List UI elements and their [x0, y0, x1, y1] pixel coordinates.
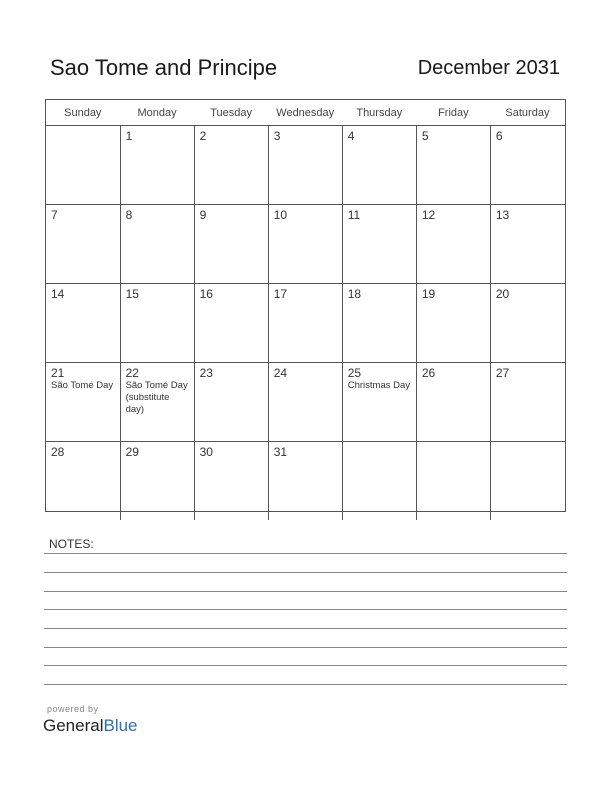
note-line — [44, 684, 567, 685]
day-number: 6 — [495, 129, 503, 143]
day-number: 19 — [421, 287, 436, 301]
calendar-day-cell[interactable] — [46, 205, 120, 284]
weekday-header: Monday — [120, 100, 194, 126]
calendar-day-cell[interactable] — [268, 284, 342, 363]
day-number: 24 — [273, 366, 288, 380]
calendar-day-cell[interactable] — [46, 284, 120, 363]
day-number: 28 — [51, 445, 65, 459]
day-number: 2 — [199, 129, 207, 143]
calendar-day-cell[interactable] — [342, 126, 416, 205]
calendar-day-cell[interactable] — [268, 442, 342, 521]
day-number: 11 — [347, 208, 361, 222]
weekday-header-row — [46, 100, 565, 126]
calendar-day-cell[interactable] — [120, 442, 194, 521]
day-number: 31 — [273, 445, 288, 459]
calendar-day-cell[interactable] — [490, 363, 564, 442]
calendar-day-cell[interactable] — [268, 205, 342, 284]
day-number: 12 — [421, 208, 436, 222]
calendar-grid — [45, 99, 566, 512]
day-number: 22 — [125, 366, 139, 380]
day-number: 10 — [273, 208, 288, 222]
generalblue-logo[interactable] — [43, 716, 138, 736]
note-line — [44, 628, 567, 629]
calendar-day-cell[interactable] — [490, 205, 564, 284]
day-number: 30 — [199, 445, 213, 459]
day-number: 16 — [199, 287, 213, 301]
weekday-header: Saturday — [490, 100, 564, 126]
day-number: 14 — [51, 287, 65, 301]
calendar-day-cell[interactable] — [120, 284, 194, 363]
day-number: 1 — [125, 129, 133, 143]
calendar-day-cell[interactable] — [46, 363, 120, 442]
note-line — [44, 647, 567, 648]
note-line — [44, 553, 567, 554]
calendar-day-cell[interactable] — [46, 126, 120, 205]
day-number: 5 — [421, 129, 429, 143]
day-number: 27 — [495, 366, 510, 380]
holiday-label: São Tomé Day (substitute day) — [125, 380, 188, 415]
calendar-day-cell[interactable] — [416, 284, 490, 363]
note-line — [44, 572, 567, 573]
notes-label: NOTES: — [49, 537, 94, 551]
calendar-week-row — [46, 126, 565, 205]
day-number: 3 — [273, 129, 281, 143]
calendar-week-row — [46, 363, 565, 442]
calendar-day-cell[interactable] — [120, 205, 194, 284]
calendar-day-cell[interactable] — [342, 363, 416, 442]
day-number: 13 — [495, 208, 510, 222]
calendar-week-row — [46, 442, 565, 521]
calendar-country-title: Sao Tome and Principe — [50, 55, 278, 80]
calendar-day-cell[interactable] — [490, 442, 564, 521]
day-number: 26 — [421, 366, 436, 380]
calendar-day-cell[interactable] — [194, 126, 268, 205]
weekday-header: Sunday — [46, 100, 120, 126]
brand-general-text: General — [43, 716, 104, 735]
day-number: 9 — [199, 208, 207, 222]
note-line — [44, 609, 567, 610]
calendar-day-cell[interactable] — [416, 442, 490, 521]
note-line — [44, 591, 567, 592]
day-number: 21 — [51, 366, 65, 380]
holiday-label: São Tomé Day — [51, 380, 114, 391]
calendar-day-cell[interactable] — [268, 126, 342, 205]
brand-blue-text: Blue — [103, 716, 138, 735]
day-number: 8 — [125, 208, 133, 222]
weekday-header: Friday — [416, 100, 490, 126]
weekday-header: Thursday — [342, 100, 416, 126]
calendar-day-cell[interactable] — [120, 363, 194, 442]
calendar-day-cell[interactable] — [194, 205, 268, 284]
weekday-header: Wednesday — [268, 100, 342, 126]
calendar-day-cell[interactable] — [194, 284, 268, 363]
calendar-month-title: December 2031 — [417, 57, 560, 79]
day-number: 17 — [273, 287, 288, 301]
day-number: 25 — [347, 366, 362, 380]
calendar-day-cell[interactable] — [120, 126, 194, 205]
calendar-body — [46, 126, 565, 521]
day-number: 29 — [125, 445, 139, 459]
calendar-day-cell[interactable] — [416, 363, 490, 442]
powered-by-label: powered by — [47, 704, 99, 714]
day-number: 23 — [199, 366, 213, 380]
day-number: 4 — [347, 129, 355, 143]
day-number: 20 — [495, 287, 510, 301]
calendar-day-cell[interactable] — [416, 205, 490, 284]
calendar-day-cell[interactable] — [46, 442, 120, 521]
calendar-day-cell[interactable] — [268, 363, 342, 442]
holiday-label: Christmas Day — [347, 380, 411, 391]
calendar-week-row — [46, 284, 565, 363]
note-line — [44, 665, 567, 666]
calendar-day-cell[interactable] — [342, 205, 416, 284]
day-number: 18 — [347, 287, 362, 301]
calendar-day-cell[interactable] — [490, 126, 564, 205]
calendar-week-row — [46, 205, 565, 284]
calendar-day-cell[interactable] — [194, 442, 268, 521]
day-number: 7 — [51, 208, 58, 222]
calendar-day-cell[interactable] — [416, 126, 490, 205]
calendar-day-cell[interactable] — [490, 284, 564, 363]
calendar-day-cell[interactable] — [342, 284, 416, 363]
calendar-day-cell[interactable] — [194, 363, 268, 442]
day-number: 15 — [125, 287, 139, 301]
calendar-day-cell[interactable] — [342, 442, 416, 521]
weekday-header: Tuesday — [194, 100, 268, 126]
